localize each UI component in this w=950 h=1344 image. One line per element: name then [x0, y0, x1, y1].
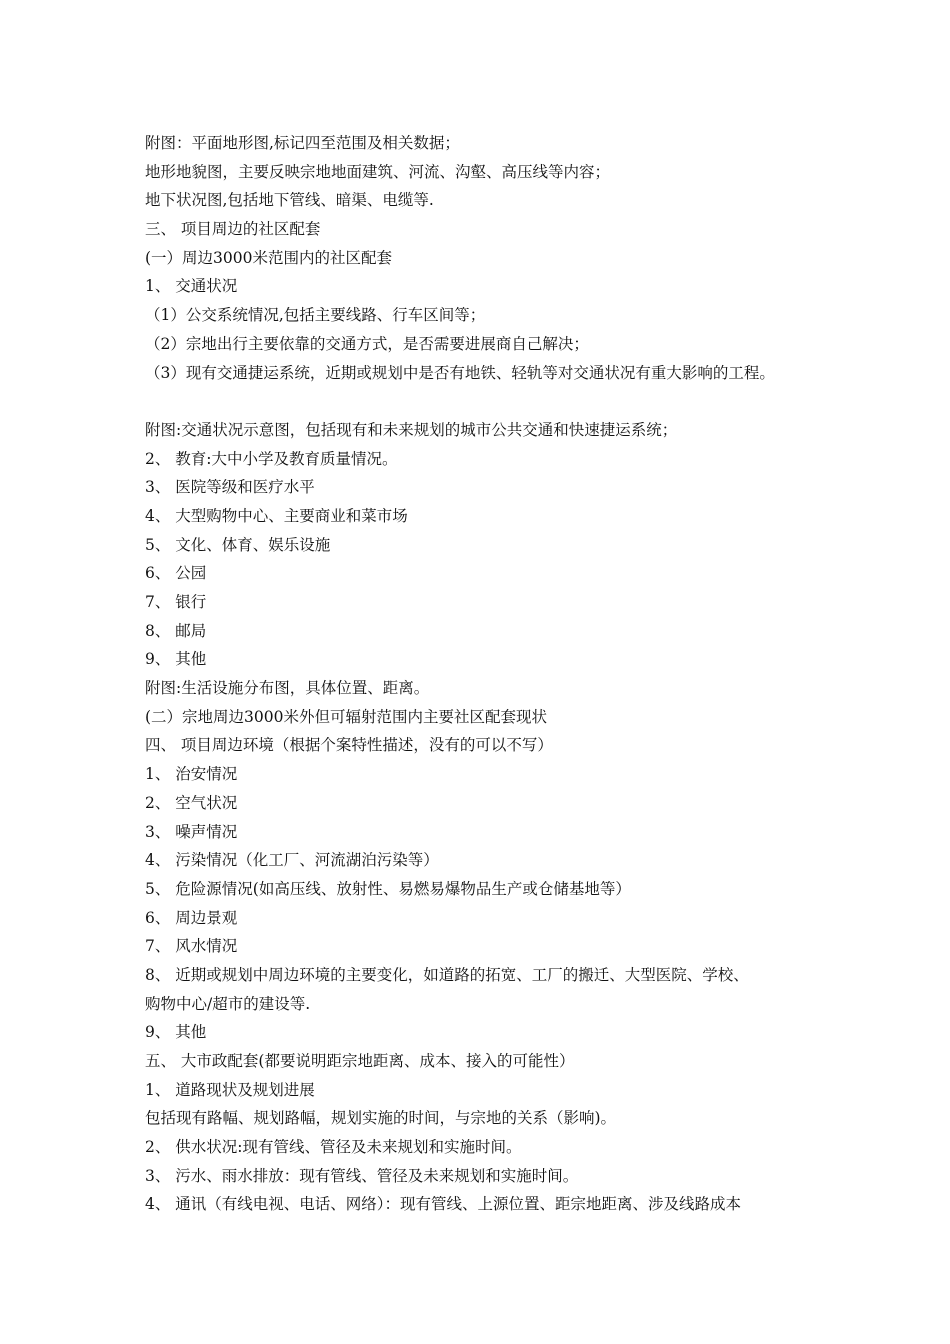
text-line: 地下状况图,包括地下管线、暗渠、电缆等.	[145, 191, 434, 210]
list-item: 1、 交通状况	[145, 277, 238, 296]
list-item: 5、 危险源情况(如高压线、放射性、易燃易爆物品生产或仓储基地等）	[145, 879, 631, 898]
list-item: 2、 教育:大中小学及教育质量情况。	[145, 449, 398, 468]
list-item: 3、 医院等级和医疗水平	[145, 478, 315, 497]
section-heading: 四、 项目周边环境（根据个案特性描述，没有的可以不写）	[145, 736, 553, 755]
text-line: 地形地貌图，主要反映宗地地面建筑、河流、沟壑、高压线等内容；	[145, 162, 611, 181]
list-item: 3、 噪声情况	[145, 822, 238, 841]
list-item: 1、 道路现状及规划进展	[145, 1080, 315, 1099]
text-line: 附图:交通状况示意图，包括现有和未来规划的城市公共交通和快速捷运系统；	[145, 420, 678, 439]
list-item: 4、 通讯（有线电视、电话、网络）：现有管线、上源位置、距宗地距离、涉及线路成本	[145, 1195, 742, 1214]
subsection-heading: (一）周边3000米范围内的社区配套	[145, 248, 392, 267]
list-item: 7、 银行	[145, 593, 207, 611]
list-item: 9、 其他	[145, 1023, 207, 1042]
blank-line	[145, 387, 845, 416]
text-line: 附图:生活设施分布图，具体位置、距离。	[145, 679, 430, 698]
list-item: 7、 风水情况	[145, 937, 238, 956]
list-item: 2、 供水状况:现有管线、管径及未来规划和实施时间。	[145, 1138, 522, 1157]
list-item: 9、 其他	[145, 650, 207, 669]
section-heading: 五、 大市政配套(都要说明距宗地距离、成本、接入的可能性）	[145, 1052, 575, 1070]
list-item: 6、 周边景观	[145, 908, 238, 927]
text-line: 附图：平面地形图,标记四至范围及相关数据；	[145, 134, 460, 152]
list-item: 2、 空气状况	[145, 793, 238, 812]
text-line: 购物中心/超市的建设等.	[145, 994, 311, 1013]
list-item: 5、 文化、体育、娱乐设施	[145, 535, 331, 554]
text-line: 包括现有路幅、规划路幅，规划实施的时间，与宗地的关系（影响)。	[145, 1109, 617, 1128]
sub-list-item: （3）现有交通捷运系统，近期或规划中是否有地铁、轻轨等对交通状况有重大影响的工程。	[145, 363, 775, 382]
list-item: 4、 大型购物中心、主要商业和菜市场	[145, 506, 408, 525]
document-body	[145, 129, 845, 1219]
sub-list-item: （1）公交系统情况,包括主要线路、行车区间等；	[145, 306, 486, 325]
list-item: 8、 邮局	[145, 621, 207, 640]
subsection-heading: (二）宗地周边3000米外但可辐射范围内主要社区配套现状	[145, 707, 547, 726]
list-item: 8、 近期或规划中周边环境的主要变化，如道路的拓宽、工厂的搬迁、大型医院、学校、	[145, 965, 749, 984]
list-item: 6、 公园	[145, 564, 207, 583]
list-item: 3、 污水、雨水排放：现有管线、管径及未来规划和实施时间。	[145, 1166, 579, 1185]
sub-list-item: （2）宗地出行主要依靠的交通方式，是否需要进展商自己解决；	[145, 334, 589, 353]
list-item: 4、 污染情况（化工厂、河流湖泊污染等）	[145, 851, 439, 870]
section-heading: 三、 项目周边的社区配套	[145, 220, 321, 239]
list-item: 1、 治安情况	[145, 765, 238, 784]
